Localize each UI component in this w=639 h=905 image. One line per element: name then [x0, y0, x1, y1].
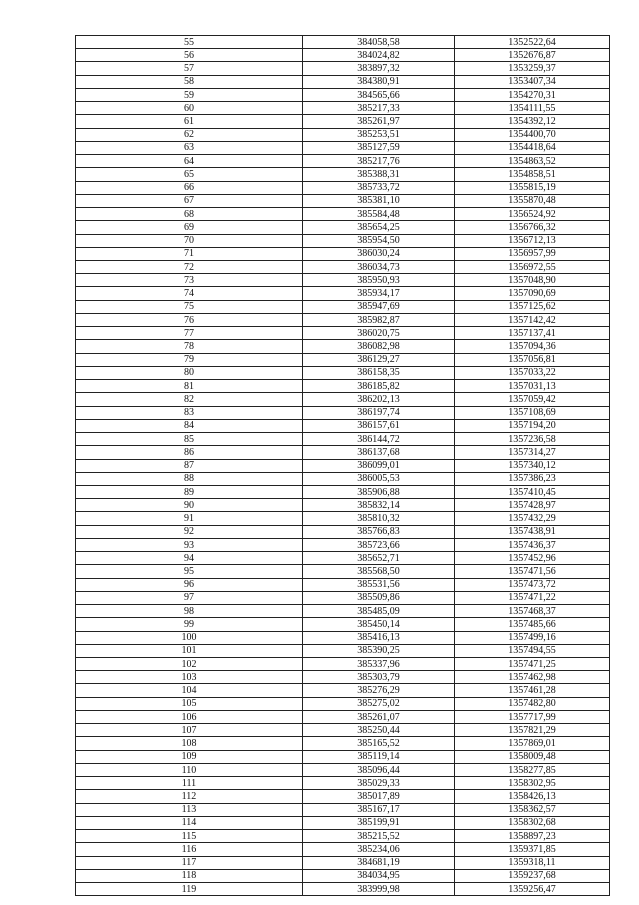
- table-row: [76, 724, 610, 737]
- y-coordinate-cell: 1353259,37: [455, 62, 610, 75]
- point-number-cell: 77: [76, 327, 303, 340]
- x-coordinate-cell: 385029,33: [303, 777, 455, 790]
- point-number-cell: 75: [76, 300, 303, 313]
- point-number-cell: 73: [76, 274, 303, 287]
- table-row: [76, 141, 610, 154]
- x-coordinate-cell: 385531,56: [303, 578, 455, 591]
- x-coordinate-cell: 385733,72: [303, 181, 455, 194]
- x-coordinate-cell: 385017,89: [303, 790, 455, 803]
- table-row: [76, 247, 610, 260]
- point-number-cell: 106: [76, 710, 303, 723]
- y-coordinate-cell: 1359256,47: [455, 883, 610, 896]
- y-coordinate-cell: 1357428,97: [455, 499, 610, 512]
- point-number-cell: 57: [76, 62, 303, 75]
- x-coordinate-cell: 384565,66: [303, 88, 455, 101]
- coordinates-table-body: [76, 36, 610, 896]
- y-coordinate-cell: 1357461,28: [455, 684, 610, 697]
- x-coordinate-cell: 386157,61: [303, 419, 455, 432]
- x-coordinate-cell: 385276,29: [303, 684, 455, 697]
- table-row: [76, 62, 610, 75]
- x-coordinate-cell: 385253,51: [303, 128, 455, 141]
- x-coordinate-cell: 386197,74: [303, 406, 455, 419]
- point-number-cell: 112: [76, 790, 303, 803]
- table-row: [76, 790, 610, 803]
- point-number-cell: 55: [76, 36, 303, 49]
- coordinates-table: [75, 35, 610, 896]
- x-coordinate-cell: 385165,52: [303, 737, 455, 750]
- y-coordinate-cell: 1357094,36: [455, 340, 610, 353]
- point-number-cell: 100: [76, 631, 303, 644]
- table-row: [76, 578, 610, 591]
- y-coordinate-cell: 1354392,12: [455, 115, 610, 128]
- point-number-cell: 67: [76, 194, 303, 207]
- point-number-cell: 104: [76, 684, 303, 697]
- y-coordinate-cell: 1357471,22: [455, 591, 610, 604]
- point-number-cell: 96: [76, 578, 303, 591]
- table-row: [76, 380, 610, 393]
- table-row: [76, 208, 610, 221]
- table-row: [76, 763, 610, 776]
- table-row: [76, 260, 610, 273]
- x-coordinate-cell: 385509,86: [303, 591, 455, 604]
- y-coordinate-cell: 1354863,52: [455, 155, 610, 168]
- x-coordinate-cell: 385337,96: [303, 658, 455, 671]
- x-coordinate-cell: 385250,44: [303, 724, 455, 737]
- table-row: [76, 194, 610, 207]
- table-row: [76, 36, 610, 49]
- x-coordinate-cell: 385217,33: [303, 102, 455, 115]
- x-coordinate-cell: 385934,17: [303, 287, 455, 300]
- x-coordinate-cell: 386158,35: [303, 366, 455, 379]
- table-row: [76, 459, 610, 472]
- point-number-cell: 85: [76, 433, 303, 446]
- x-coordinate-cell: 386144,72: [303, 433, 455, 446]
- table-row: [76, 419, 610, 432]
- y-coordinate-cell: 1357059,42: [455, 393, 610, 406]
- table-row: [76, 287, 610, 300]
- table-row: [76, 512, 610, 525]
- point-number-cell: 59: [76, 88, 303, 101]
- point-number-cell: 98: [76, 605, 303, 618]
- point-number-cell: 61: [76, 115, 303, 128]
- y-coordinate-cell: 1359318,11: [455, 856, 610, 869]
- x-coordinate-cell: 385303,79: [303, 671, 455, 684]
- y-coordinate-cell: 1358897,23: [455, 830, 610, 843]
- x-coordinate-cell: 385950,93: [303, 274, 455, 287]
- point-number-cell: 83: [76, 406, 303, 419]
- table-row: [76, 525, 610, 538]
- point-number-cell: 82: [76, 393, 303, 406]
- y-coordinate-cell: 1358277,85: [455, 763, 610, 776]
- point-number-cell: 92: [76, 525, 303, 538]
- y-coordinate-cell: 1356972,55: [455, 260, 610, 273]
- x-coordinate-cell: 386202,13: [303, 393, 455, 406]
- x-coordinate-cell: 386030,24: [303, 247, 455, 260]
- y-coordinate-cell: 1357125,62: [455, 300, 610, 313]
- x-coordinate-cell: 386082,98: [303, 340, 455, 353]
- point-number-cell: 78: [76, 340, 303, 353]
- y-coordinate-cell: 1357499,16: [455, 631, 610, 644]
- y-coordinate-cell: 1357869,01: [455, 737, 610, 750]
- y-coordinate-cell: 1358009,48: [455, 750, 610, 763]
- point-number-cell: 117: [76, 856, 303, 869]
- point-number-cell: 97: [76, 591, 303, 604]
- table-row: [76, 750, 610, 763]
- x-coordinate-cell: 384024,82: [303, 49, 455, 62]
- y-coordinate-cell: 1356524,92: [455, 208, 610, 221]
- x-coordinate-cell: 385654,25: [303, 221, 455, 234]
- x-coordinate-cell: 385723,66: [303, 538, 455, 551]
- point-number-cell: 89: [76, 485, 303, 498]
- table-row: [76, 658, 610, 671]
- table-row: [76, 181, 610, 194]
- y-coordinate-cell: 1354418,64: [455, 141, 610, 154]
- point-number-cell: 65: [76, 168, 303, 181]
- point-number-cell: 60: [76, 102, 303, 115]
- point-number-cell: 111: [76, 777, 303, 790]
- x-coordinate-cell: 385906,88: [303, 485, 455, 498]
- x-coordinate-cell: 385450,14: [303, 618, 455, 631]
- table-row: [76, 499, 610, 512]
- y-coordinate-cell: 1358302,68: [455, 816, 610, 829]
- table-row: [76, 605, 610, 618]
- table-row: [76, 565, 610, 578]
- y-coordinate-cell: 1357436,37: [455, 538, 610, 551]
- table-row: [76, 856, 610, 869]
- table-row: [76, 115, 610, 128]
- x-coordinate-cell: 386034,73: [303, 260, 455, 273]
- y-coordinate-cell: 1357386,23: [455, 472, 610, 485]
- x-coordinate-cell: 386020,75: [303, 327, 455, 340]
- y-coordinate-cell: 1355815,19: [455, 181, 610, 194]
- point-number-cell: 110: [76, 763, 303, 776]
- y-coordinate-cell: 1357033,22: [455, 366, 610, 379]
- table-row: [76, 155, 610, 168]
- point-number-cell: 76: [76, 313, 303, 326]
- table-row: [76, 168, 610, 181]
- table-row: [76, 313, 610, 326]
- point-number-cell: 116: [76, 843, 303, 856]
- y-coordinate-cell: 1359371,85: [455, 843, 610, 856]
- y-coordinate-cell: 1357108,69: [455, 406, 610, 419]
- x-coordinate-cell: 383999,98: [303, 883, 455, 896]
- table-row: [76, 816, 610, 829]
- y-coordinate-cell: 1354858,51: [455, 168, 610, 181]
- point-number-cell: 102: [76, 658, 303, 671]
- point-number-cell: 71: [76, 247, 303, 260]
- y-coordinate-cell: 1357031,13: [455, 380, 610, 393]
- x-coordinate-cell: 385390,25: [303, 644, 455, 657]
- table-row: [76, 710, 610, 723]
- table-row: [76, 684, 610, 697]
- x-coordinate-cell: 383897,32: [303, 62, 455, 75]
- point-number-cell: 81: [76, 380, 303, 393]
- table-row: [76, 737, 610, 750]
- point-number-cell: 58: [76, 75, 303, 88]
- table-row: [76, 777, 610, 790]
- point-number-cell: 87: [76, 459, 303, 472]
- point-number-cell: 80: [76, 366, 303, 379]
- table-row: [76, 869, 610, 882]
- table-row: [76, 300, 610, 313]
- table-row: [76, 327, 610, 340]
- x-coordinate-cell: 385381,10: [303, 194, 455, 207]
- x-coordinate-cell: 385234,06: [303, 843, 455, 856]
- point-number-cell: 107: [76, 724, 303, 737]
- x-coordinate-cell: 386005,53: [303, 472, 455, 485]
- x-coordinate-cell: 384034,95: [303, 869, 455, 882]
- table-row: [76, 591, 610, 604]
- y-coordinate-cell: 1356766,32: [455, 221, 610, 234]
- point-number-cell: 105: [76, 697, 303, 710]
- y-coordinate-cell: 1357137,41: [455, 327, 610, 340]
- table-row: [76, 631, 610, 644]
- table-row: [76, 75, 610, 88]
- point-number-cell: 95: [76, 565, 303, 578]
- y-coordinate-cell: 1354270,31: [455, 88, 610, 101]
- y-coordinate-cell: 1357485,66: [455, 618, 610, 631]
- x-coordinate-cell: 385954,50: [303, 234, 455, 247]
- point-number-cell: 86: [76, 446, 303, 459]
- point-number-cell: 70: [76, 234, 303, 247]
- point-number-cell: 118: [76, 869, 303, 882]
- y-coordinate-cell: 1357438,91: [455, 525, 610, 538]
- x-coordinate-cell: 385096,44: [303, 763, 455, 776]
- y-coordinate-cell: 1357090,69: [455, 287, 610, 300]
- table-row: [76, 274, 610, 287]
- table-row: [76, 49, 610, 62]
- point-number-cell: 93: [76, 538, 303, 551]
- x-coordinate-cell: 385982,87: [303, 313, 455, 326]
- table-row: [76, 538, 610, 551]
- table-row: [76, 340, 610, 353]
- y-coordinate-cell: 1357432,29: [455, 512, 610, 525]
- x-coordinate-cell: 385766,83: [303, 525, 455, 538]
- table-row: [76, 472, 610, 485]
- point-number-cell: 99: [76, 618, 303, 631]
- point-number-cell: 62: [76, 128, 303, 141]
- table-row: [76, 128, 610, 141]
- x-coordinate-cell: 385215,52: [303, 830, 455, 843]
- table-row: [76, 883, 610, 896]
- table-row: [76, 393, 610, 406]
- table-row: [76, 433, 610, 446]
- point-number-cell: 113: [76, 803, 303, 816]
- x-coordinate-cell: 385568,50: [303, 565, 455, 578]
- x-coordinate-cell: 386099,01: [303, 459, 455, 472]
- x-coordinate-cell: 386137,68: [303, 446, 455, 459]
- y-coordinate-cell: 1357471,25: [455, 658, 610, 671]
- table-row: [76, 618, 610, 631]
- x-coordinate-cell: 384058,58: [303, 36, 455, 49]
- table-row: [76, 697, 610, 710]
- y-coordinate-cell: 1357452,96: [455, 552, 610, 565]
- y-coordinate-cell: 1354400,70: [455, 128, 610, 141]
- x-coordinate-cell: 385832,14: [303, 499, 455, 512]
- y-coordinate-cell: 1357821,29: [455, 724, 610, 737]
- point-number-cell: 66: [76, 181, 303, 194]
- point-number-cell: 88: [76, 472, 303, 485]
- y-coordinate-cell: 1357142,42: [455, 313, 610, 326]
- table-row: [76, 803, 610, 816]
- x-coordinate-cell: 385947,69: [303, 300, 455, 313]
- x-coordinate-cell: 385584,48: [303, 208, 455, 221]
- point-number-cell: 109: [76, 750, 303, 763]
- point-number-cell: 90: [76, 499, 303, 512]
- table-row: [76, 88, 610, 101]
- y-coordinate-cell: 1357194,20: [455, 419, 610, 432]
- x-coordinate-cell: 386129,27: [303, 353, 455, 366]
- point-number-cell: 56: [76, 49, 303, 62]
- table-row: [76, 644, 610, 657]
- x-coordinate-cell: 385810,32: [303, 512, 455, 525]
- y-coordinate-cell: 1357482,80: [455, 697, 610, 710]
- x-coordinate-cell: 385388,31: [303, 168, 455, 181]
- y-coordinate-cell: 1357314,27: [455, 446, 610, 459]
- x-coordinate-cell: 385275,02: [303, 697, 455, 710]
- y-coordinate-cell: 1355870,48: [455, 194, 610, 207]
- point-number-cell: 94: [76, 552, 303, 565]
- y-coordinate-cell: 1357462,98: [455, 671, 610, 684]
- point-number-cell: 115: [76, 830, 303, 843]
- table-row: [76, 234, 610, 247]
- x-coordinate-cell: 385485,09: [303, 605, 455, 618]
- x-coordinate-cell: 386185,82: [303, 380, 455, 393]
- y-coordinate-cell: 1357717,99: [455, 710, 610, 723]
- x-coordinate-cell: 385167,17: [303, 803, 455, 816]
- point-number-cell: 119: [76, 883, 303, 896]
- point-number-cell: 84: [76, 419, 303, 432]
- point-number-cell: 101: [76, 644, 303, 657]
- x-coordinate-cell: 385199,91: [303, 816, 455, 829]
- table-row: [76, 843, 610, 856]
- point-number-cell: 91: [76, 512, 303, 525]
- point-number-cell: 103: [76, 671, 303, 684]
- x-coordinate-cell: 385119,14: [303, 750, 455, 763]
- table-row: [76, 830, 610, 843]
- y-coordinate-cell: 1357473,72: [455, 578, 610, 591]
- y-coordinate-cell: 1358302,95: [455, 777, 610, 790]
- point-number-cell: 72: [76, 260, 303, 273]
- table-row: [76, 366, 610, 379]
- x-coordinate-cell: 385127,59: [303, 141, 455, 154]
- point-number-cell: 74: [76, 287, 303, 300]
- point-number-cell: 79: [76, 353, 303, 366]
- y-coordinate-cell: 1359237,68: [455, 869, 610, 882]
- y-coordinate-cell: 1357340,12: [455, 459, 610, 472]
- table-row: [76, 552, 610, 565]
- y-coordinate-cell: 1357468,37: [455, 605, 610, 618]
- y-coordinate-cell: 1357471,56: [455, 565, 610, 578]
- point-number-cell: 63: [76, 141, 303, 154]
- y-coordinate-cell: 1352676,87: [455, 49, 610, 62]
- x-coordinate-cell: 385652,71: [303, 552, 455, 565]
- x-coordinate-cell: 384380,91: [303, 75, 455, 88]
- x-coordinate-cell: 384681,19: [303, 856, 455, 869]
- table-row: [76, 353, 610, 366]
- y-coordinate-cell: 1357048,90: [455, 274, 610, 287]
- y-coordinate-cell: 1353407,34: [455, 75, 610, 88]
- y-coordinate-cell: 1352522,64: [455, 36, 610, 49]
- x-coordinate-cell: 385416,13: [303, 631, 455, 644]
- x-coordinate-cell: 385217,76: [303, 155, 455, 168]
- y-coordinate-cell: 1357056,81: [455, 353, 610, 366]
- y-coordinate-cell: 1356712,13: [455, 234, 610, 247]
- point-number-cell: 68: [76, 208, 303, 221]
- x-coordinate-cell: 385261,07: [303, 710, 455, 723]
- table-row: [76, 406, 610, 419]
- y-coordinate-cell: 1357494,55: [455, 644, 610, 657]
- y-coordinate-cell: 1354111,55: [455, 102, 610, 115]
- table-row: [76, 485, 610, 498]
- table-row: [76, 221, 610, 234]
- y-coordinate-cell: 1357236,58: [455, 433, 610, 446]
- table-row: [76, 446, 610, 459]
- point-number-cell: 108: [76, 737, 303, 750]
- table-row: [76, 102, 610, 115]
- y-coordinate-cell: 1356957,99: [455, 247, 610, 260]
- point-number-cell: 114: [76, 816, 303, 829]
- y-coordinate-cell: 1358362,57: [455, 803, 610, 816]
- y-coordinate-cell: 1358426,13: [455, 790, 610, 803]
- point-number-cell: 64: [76, 155, 303, 168]
- y-coordinate-cell: 1357410,45: [455, 485, 610, 498]
- table-row: [76, 671, 610, 684]
- point-number-cell: 69: [76, 221, 303, 234]
- x-coordinate-cell: 385261,97: [303, 115, 455, 128]
